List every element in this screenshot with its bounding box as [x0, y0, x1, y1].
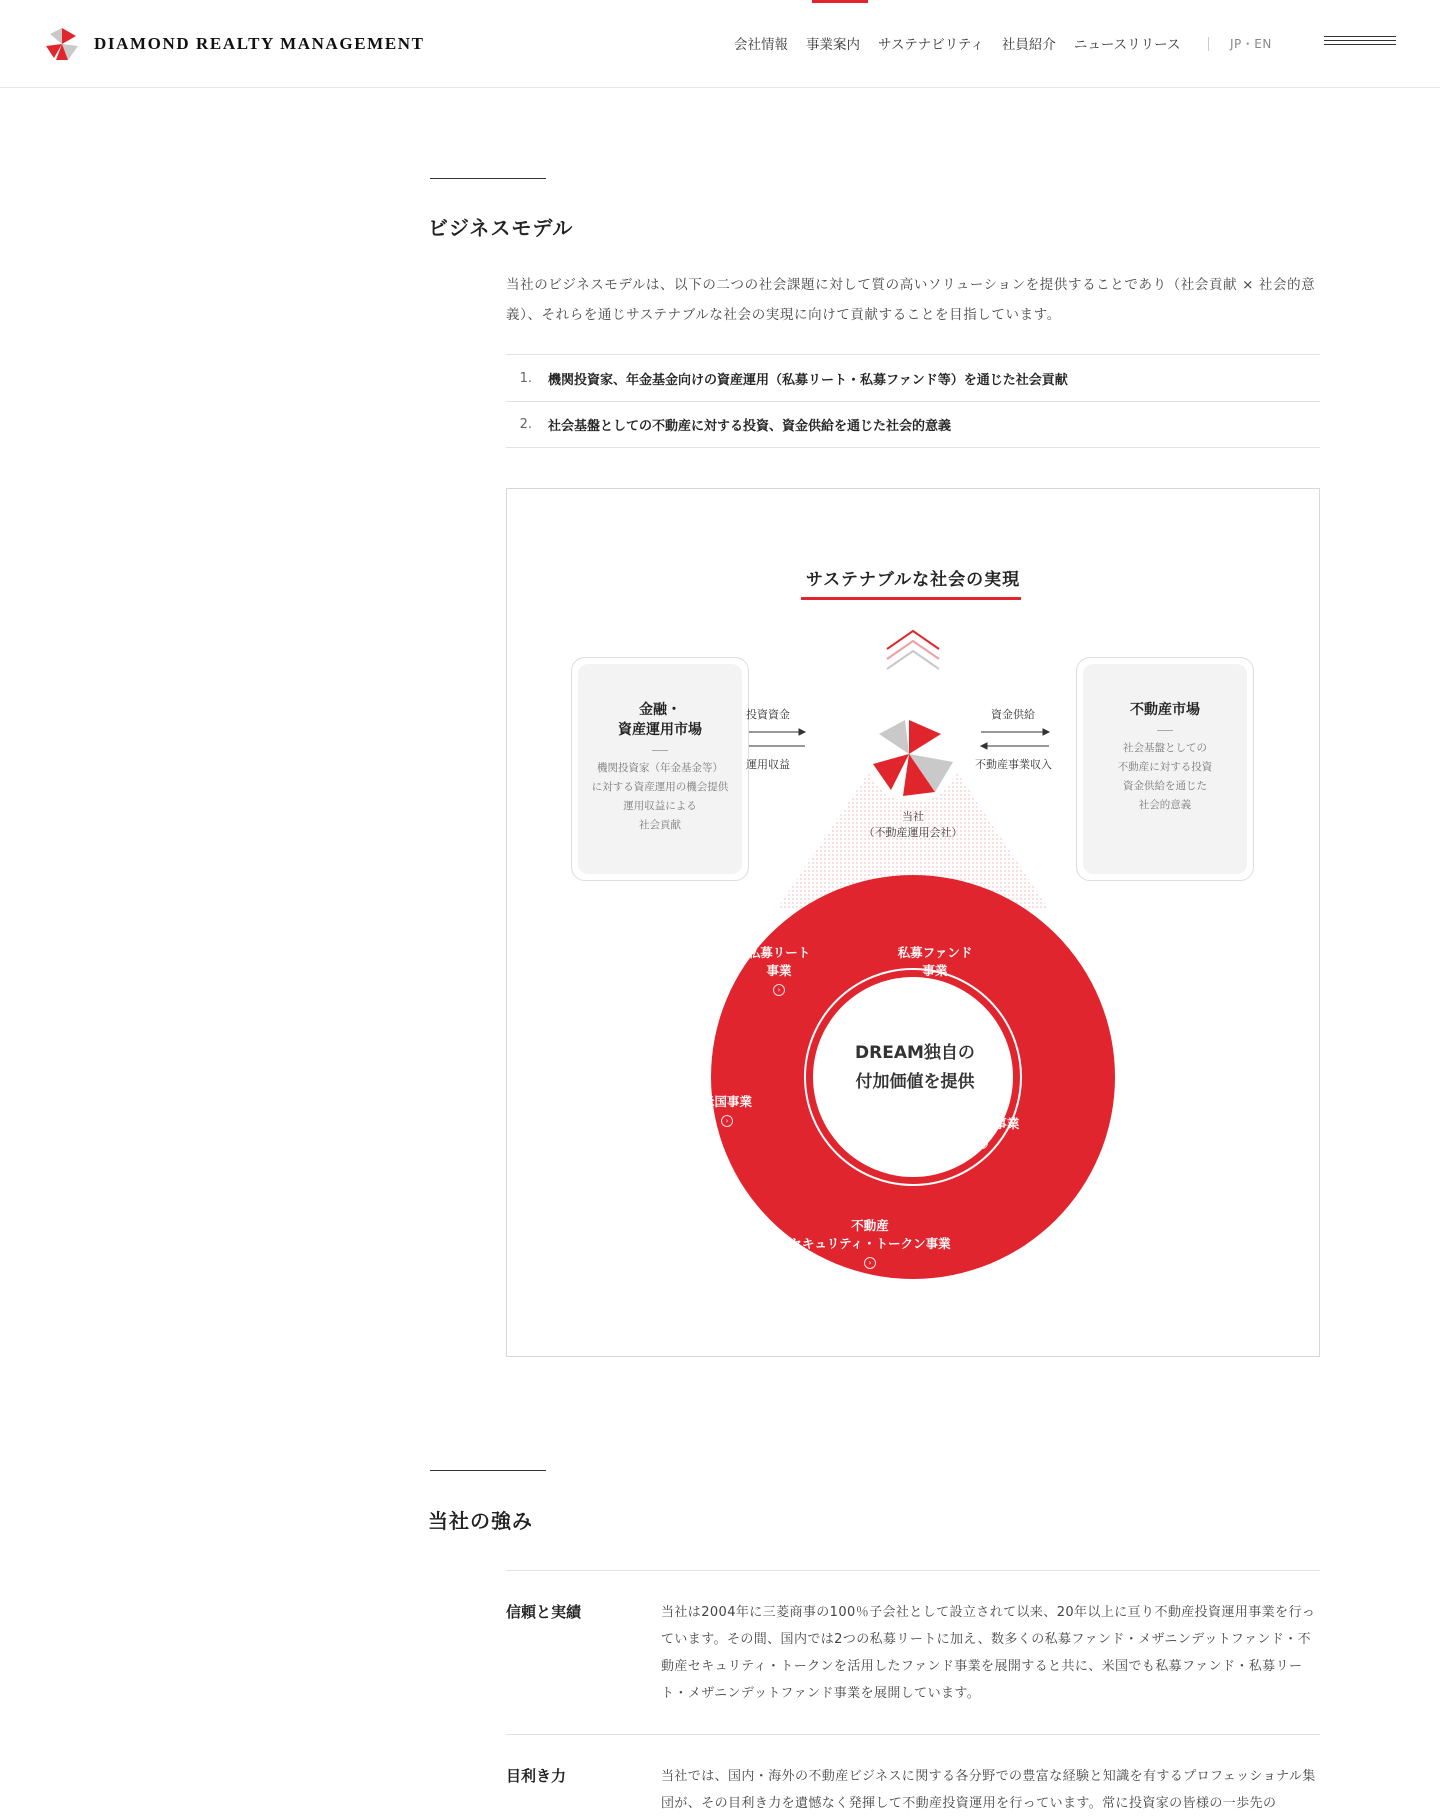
- ring-item-mezzanine[interactable]: メザニン デット ファンド事業 ›: [944, 1080, 1020, 1147]
- flow-returns-label: 運用収益: [746, 758, 790, 771]
- strength-title: 信頼と実績: [506, 1603, 582, 1621]
- divider: [1157, 730, 1173, 731]
- strength-item: [506, 1734, 1320, 1820]
- real-estate-market-title: 不動産市場: [1130, 702, 1200, 718]
- arrow-circle-icon[interactable]: ›: [976, 1137, 988, 1149]
- up-chevrons-icon: [887, 631, 939, 669]
- nav-company[interactable]: 会社情報: [734, 37, 788, 53]
- section-title-business-model: ビジネスモデル: [428, 216, 574, 240]
- section-rule: [430, 1470, 546, 1471]
- logo-text: DIAMOND REALTY MANAGEMENT: [94, 34, 425, 53]
- finance-market-title: 金融・ 資産運用市場: [618, 702, 702, 738]
- nav-business[interactable]: 事業案内: [806, 37, 860, 53]
- list-number: 1.: [519, 370, 532, 386]
- arrow-circle-icon[interactable]: ›: [864, 1257, 876, 1269]
- site-header: [0, 0, 1440, 88]
- business-model-list: [506, 354, 1320, 448]
- arrow-circle-icon[interactable]: ›: [929, 984, 941, 996]
- nav-sustainability[interactable]: サステナビリティ: [878, 37, 984, 53]
- arrow-circle-icon[interactable]: ›: [773, 984, 785, 996]
- strength-title: 目利き力: [506, 1767, 567, 1785]
- flow-income-label: 不動産事業収入: [975, 758, 1052, 771]
- language-switch[interactable]: JP・EN: [1230, 37, 1272, 51]
- finance-market-desc: 機関投資家（年金基金等） に対する資産運用の機会提供 運用収益による 社会貢献: [591, 762, 729, 831]
- real-estate-market-desc: 社会基盤としての 不動産に対する投資 資金供給を通じた 社会的意義: [1117, 742, 1213, 811]
- strength-body: 当社は2004年に三菱商事の100％子会社として設立されて以来、20年以上に亘り不動産投資運用事業を行っています。その間、国内では2つの私募リートに加え、数多くの私募ファンド・メザニンデットファンド・不動産セキュリティ・トークンを活用したファンド事業を展開すると共に、米国でも私募ファンド・私募リート・メザニンデットファンド事業を展開しています。: [661, 1605, 1316, 1701]
- nav-news[interactable]: ニュースリリース: [1073, 37, 1181, 53]
- strength-item: [506, 1570, 1320, 1734]
- diagram-title: サステナブルな社会の実現: [805, 570, 1021, 590]
- nav-staff[interactable]: 社員紹介: [1001, 37, 1056, 53]
- section-title-strengths: 当社の強み: [428, 1509, 533, 1533]
- ring-item-security-token[interactable]: 不動産 セキュリティ・トークン事業 ›: [789, 1218, 951, 1267]
- arrow-supply-icon: [981, 729, 1049, 749]
- ring-item-fund[interactable]: 私募ファンド 事業 ›: [897, 945, 973, 994]
- nav-divider: [1208, 37, 1209, 51]
- list-item: [506, 354, 1320, 401]
- nav-active-indicator: [812, 0, 868, 3]
- company-label: [833, 809, 993, 841]
- business-model-intro: 当社のビジネスモデルは、以下の二つの社会課題に対して質の高いソリューションを提供することであり（社会貢献 × 社会的意義）、それらを通じサステナブルな社会の実現に向けて貢献することを目指しています。: [506, 277, 1316, 323]
- logo-mark-icon: [42, 24, 82, 64]
- ring-item-reit[interactable]: 私募リート 事業 ›: [747, 945, 811, 994]
- divider: [652, 750, 668, 751]
- list-text: 社会基盤としての不動産に対する投資、資金供給を通じた社会的意義: [548, 419, 952, 434]
- real-estate-market-card: [1076, 657, 1254, 881]
- diagram-title-underline: [801, 597, 1021, 600]
- flow-invest-label: 投資資金: [746, 708, 790, 721]
- flow-supply-label: 資金供給: [991, 708, 1035, 721]
- business-model-diagram: [506, 488, 1320, 1357]
- list-text: 機関投資家、年金基金向けの資産運用（私募リート・私募ファンド等）を通じた社会貢献: [548, 372, 1068, 388]
- section-rule: [430, 178, 546, 179]
- center-value-text: DREAM独自の 付加価値を提供: [855, 1043, 975, 1092]
- ring-item-us[interactable]: 米国事業 ›: [701, 1094, 752, 1125]
- finance-market-card: [571, 657, 749, 881]
- list-number: 2.: [519, 417, 532, 432]
- company-logo-icon: [865, 706, 961, 802]
- strength-body: 当社では、国内・海外の不動産ビジネスに関する各分野での豊富な経験と知識を有するプロフェッショナル集団が、その目利き力を遺憾なく発揮して不動産投資運用を行っています。常に投資家の皆様の一歩先の: [661, 1769, 1316, 1811]
- menu-icon[interactable]: [1324, 36, 1396, 50]
- list-item: [506, 401, 1320, 448]
- arrow-circle-icon[interactable]: ›: [721, 1115, 733, 1127]
- main-nav: [734, 33, 1181, 53]
- company-logo[interactable]: [42, 24, 425, 64]
- company-sub: （不動産運用会社）: [863, 826, 963, 839]
- company-name: 当社: [902, 810, 924, 823]
